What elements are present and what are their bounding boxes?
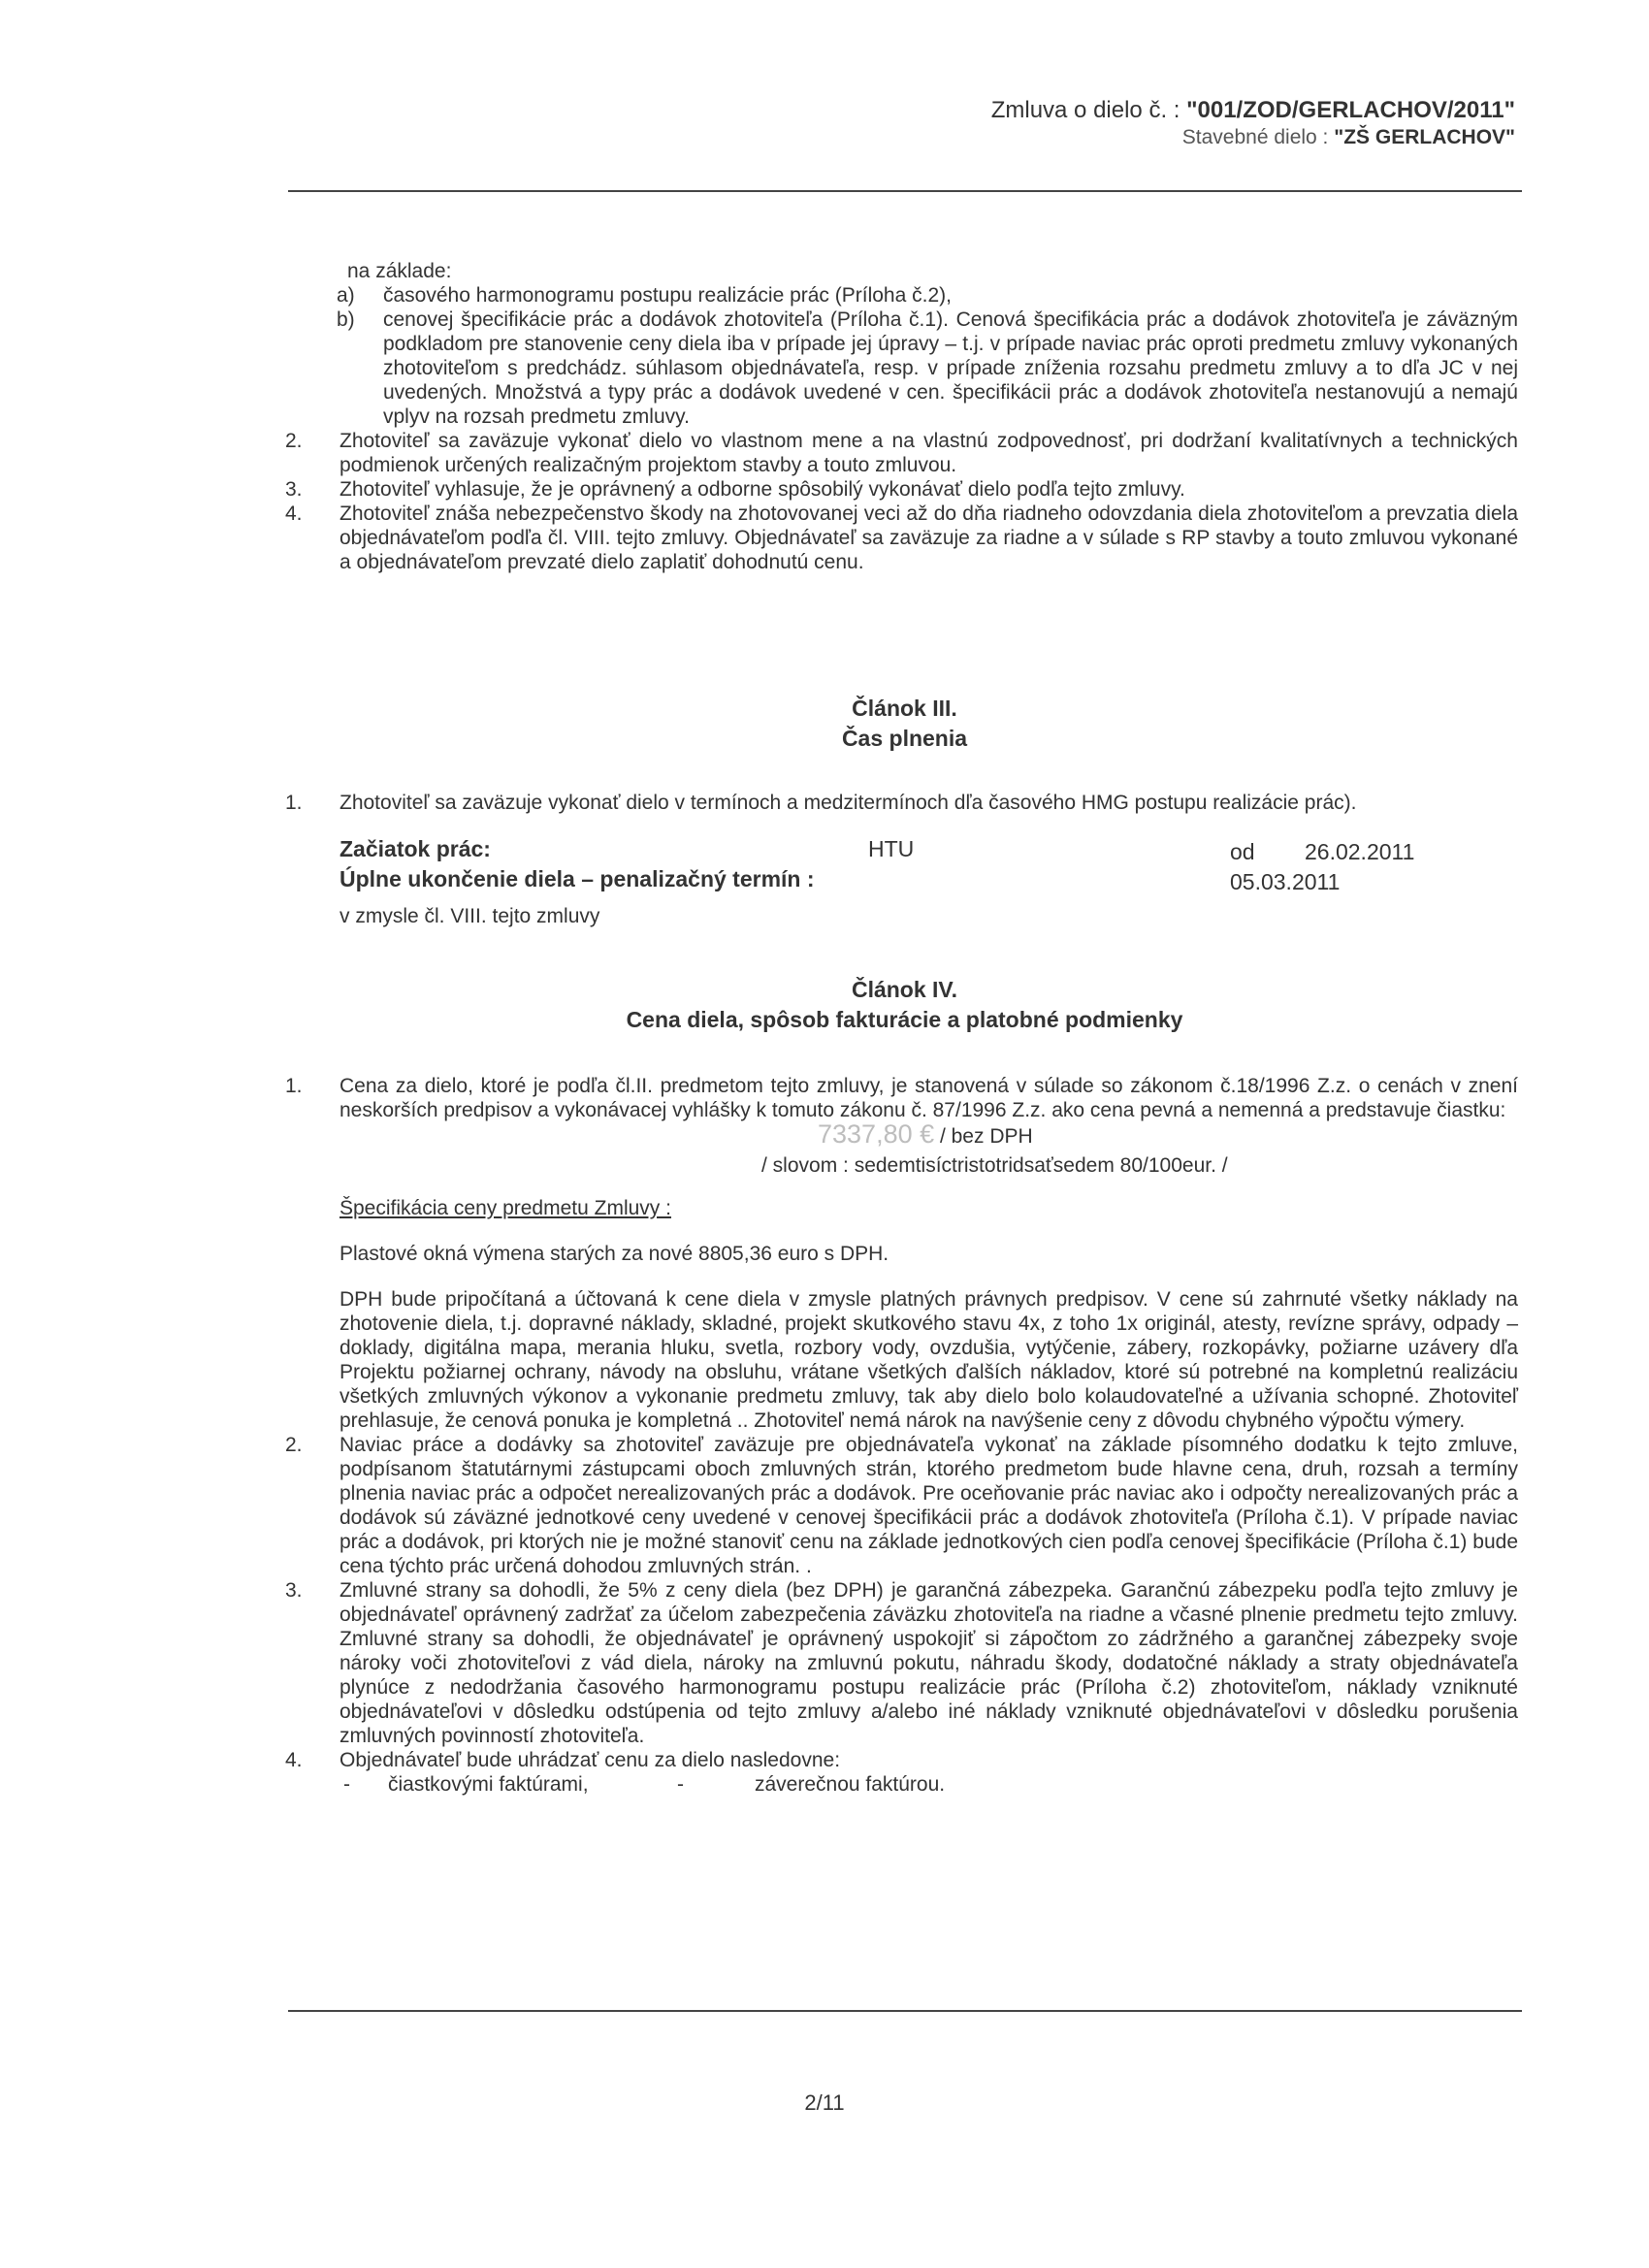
construction-line [991,126,1515,149]
start-mid: HTU [868,836,915,861]
article-iv-item-1 [285,1074,1518,1122]
document-header [991,97,1515,149]
item-text: Zhotoviteľ sa zaväzuje vykonať dielo vo vlastnom mene a na vlastnú zodpovednosť, pri dodržaní kvalitatívnych a technických podmienok určených realizačným projektom stavby a touto zmluvou. [340,430,1518,476]
end-note: v zmysle čl. VIII. tejto zmluvy [340,905,600,927]
item-number: 3. [285,478,303,501]
payment-methods [291,1772,1518,1797]
price-block [291,1119,1518,1179]
article-iv-item-3 [285,1578,1518,1748]
list-label-a: a) [337,284,355,307]
item-number: 1. [285,1075,303,1097]
article-iii-title: Článok III. [852,696,957,721]
price-value: 7337,80 € [818,1119,935,1149]
item-number: 2. [285,430,303,452]
article-ii-item-3 [285,477,1518,502]
contract-number: "001/ZOD/GERLACHOV/2011" [1186,97,1515,123]
list-item-b [291,308,1518,429]
article-ii-continuation [285,259,1518,574]
na-zaklade: na základe: [347,260,452,282]
start-date: 26.02.2011 [1305,839,1415,864]
item-text: Zhotoviteľ sa zaväzuje vykonať dielo v termínoch a medzitermínoch dľa časového HMG postupu realizácie prác). [340,792,1357,814]
item-number: 2. [285,1434,303,1456]
item-number: 4. [285,1749,303,1771]
start-label: Začiatok prác: [340,836,491,861]
price-line [818,1119,1033,1149]
price-in-words: / slovom : sedemtisíctristotridsaťsedem 80/100eur. / [761,1154,1228,1177]
spec-heading: Špecifikácia ceny predmetu Zmluvy : [340,1197,671,1219]
spec-text: Plastové okná výmena starých za nové 8805,36 euro s DPH. [340,1243,889,1265]
dph-paragraph: DPH bude pripočítaná a účtovaná k cene diela v zmysle platných právnych predpisov. V cene sú zahrnuté všetky náklady na zhotovenie diela, t.j. dopravné náklady, skladné, projekt skutkového stavu 4x, z toho 1x originál, atesty, revízne správy, odpady – doklady, digitálna mapa, merania hluku, svetla, rozbory vody, ovzdušia, vytýčenie, zábery, rozkopávky, požiarne uzávery dľa Projektu požiarnej ochrany, návody na obsluhu, vrátane všetkých ďalších nákladov, ktoré sú potrebné na kompletnú realizáciu všetkých zmluvných výkonov a vykonanie predmetu zmluvy, tak aby dielo bolo kolaudovateľné a užívania schopné. Zhotoviteľ prehlasuje, že cenová ponuka je kompletná .. Zhotoviteľ nemá nárok na navýšenie ceny z dôvodu chybného výpočtu výmery. [340,1288,1518,1432]
contract-number-line [991,97,1515,124]
list-label-b: b) [337,308,355,331]
payment-dash-1: - [343,1773,350,1796]
list-text-a: časového harmonogramu postupu realizácie prác (Príloha č.2), [383,284,952,307]
item-number: 3. [285,1579,303,1602]
item-text: Cena za dielo, ktoré je podľa čl.II. predmetom tejto zmluvy, je stanovená v súlade so zákonom č.18/1996 Z.z. o cenách v znení neskorších predpisov a vykonávacej vyhlášky k tomuto zákonu č. 87/1996 Z.z. ako cena pevná a nemenná a predstavuje čiastku: [340,1075,1518,1121]
price-suffix: / bez DPH [934,1125,1033,1148]
article-iv-subtitle: Cena diela, spôsob fakturácie a platobné podmienky [626,1007,1183,1032]
end-label: Úplne ukončenie diela – penalizačný termín : [340,866,815,891]
construction-name: "ZŠ GERLACHOV" [1334,126,1515,148]
item-number: 4. [285,502,303,525]
payment-method-1: čiastkovými faktúrami, [388,1773,589,1796]
payment-method-2: záverečnou faktúrou. [755,1773,946,1796]
start-od: od [1230,839,1255,864]
article-iii-item-1 [285,791,1518,815]
schedule-table [291,834,1518,894]
page-number: 2/11 [804,2090,845,2115]
article-iii-subtitle: Čas plnenia [841,726,968,751]
contract-number-prefix: Zmluva o dielo č. : [990,97,1187,123]
article-ii-item-2 [285,429,1518,477]
article-iii [285,694,1518,928]
article-ii-item-4 [285,502,1518,574]
item-number: 1. [285,792,303,814]
list-item-a [291,283,1518,308]
article-iv [285,975,1518,1797]
article-iv-item-4 [285,1748,1518,1772]
payment-dash-2: - [677,1773,684,1796]
article-iv-title: Článok IV. [851,977,958,1002]
list-text-b: cenovej špecifikácie prác a dodávok zhotoviteľa (Príloha č.1). Cenová špecifikácia prác a dodávok zhotoviteľa je záväzným podkladom pre stanovenie ceny diela iba v prípade jej úpravy – t.j. v prípade naviac prác oproti predmetu zmluvy vykonaných zhotoviteľom s predchádz. súhlasom objednávateľa, resp. v prípade zníženia rozsahu predmetu zmluvy a to dľa JC v nej uvedených. Množstvá a typy prác a dodávok uvedené v cen. špecifikácii prác a dodávok zhotoviteľa nestanovujú a nemajú vplyv na rozsah predmetu zmluvy. [383,308,1518,428]
construction-prefix: Stavebné dielo : [1181,126,1335,148]
header-divider [288,190,1522,192]
item-text: Zmluvné strany sa dohodli, že 5% z ceny diela (bez DPH) je garančná zábezpeka. Garančnú zábezpeku podľa tejto zmluvy je objednávateľ oprávnený zadržať za účelom zabezpečenia záväzku zhotoviteľa na riadne a včasné plnenie predmetu tejto zmluvy. Zmluvné strany sa dohodli, že objednávateľ je oprávnený uspokojiť si zápočtom zo zádržného a garančnej zábezpeky svoje nároky voči zhotoviteľovi z vád diela, nároky na zmluvnú pokutu, náhradu škody, dodatočné náklady a straty objednávateľa plynúce z nedodržania časového harmonogramu postupu realizácie prác (Príloha č.2) zhotoviteľom, náklady vzniknuté objednávateľovi v dôsledku odstúpenia od tejto zmluvy a/alebo iné náklady vzniknuté objednávateľovi v dôsledku porušenia zmluvných povinností zhotoviteľa. [340,1579,1518,1747]
item-text: Objednávateľ bude uhrádzať cenu za dielo nasledovne: [340,1749,841,1771]
item-text: Naviac práce a dodávky sa zhotoviteľ zaväzuje pre objednávateľa vykonať na základe písomného dodatku k tejto zmluve, podpísanom štatutárnymi zástupcami oboch zmluvných strán, ktorého predmetom bude hlavne cena, druh, rozsah a termíny plnenia naviac prác a odpočet nerealizovaných prác a dodávok. Pre oceňovanie prác naviac ako i odpočty nerealizovaných prác a dodávok sú záväzné jednotkové ceny uvedené v cenovej špecifikácii prác a dodávok zhotoviteľa (Príloha č.1). V prípade naviac prác a dodávok, pri ktorých nie je možné stanoviť cenu na základe jednotkových cien podľa cenovej špecifikácie (Príloha č.1) bude cena týchto prác určená dohodou zmluvných strán. . [340,1434,1518,1577]
item-text: Zhotoviteľ znáša nebezpečenstvo škody na zhotovovanej veci až do dňa riadneho odovzdania diela zhotoviteľom a prevzatia diela objednávateľom podľa čl. VIII. tejto zmluvy. Objednávateľ sa zaväzuje za riadne a v súlade s RP stavby a touto zmluvou vykonané a objednávateľom prevzaté dielo zaplatiť dohodnutú cenu. [340,502,1518,573]
end-date: 05.03.2011 [1230,869,1341,894]
article-iv-item-2 [285,1433,1518,1578]
item-text: Zhotoviteľ vyhlasuje, že je oprávnený a odborne spôsobilý vykonávať dielo podľa tejto zmluvy. [340,478,1185,501]
footer-divider [288,2010,1522,2012]
